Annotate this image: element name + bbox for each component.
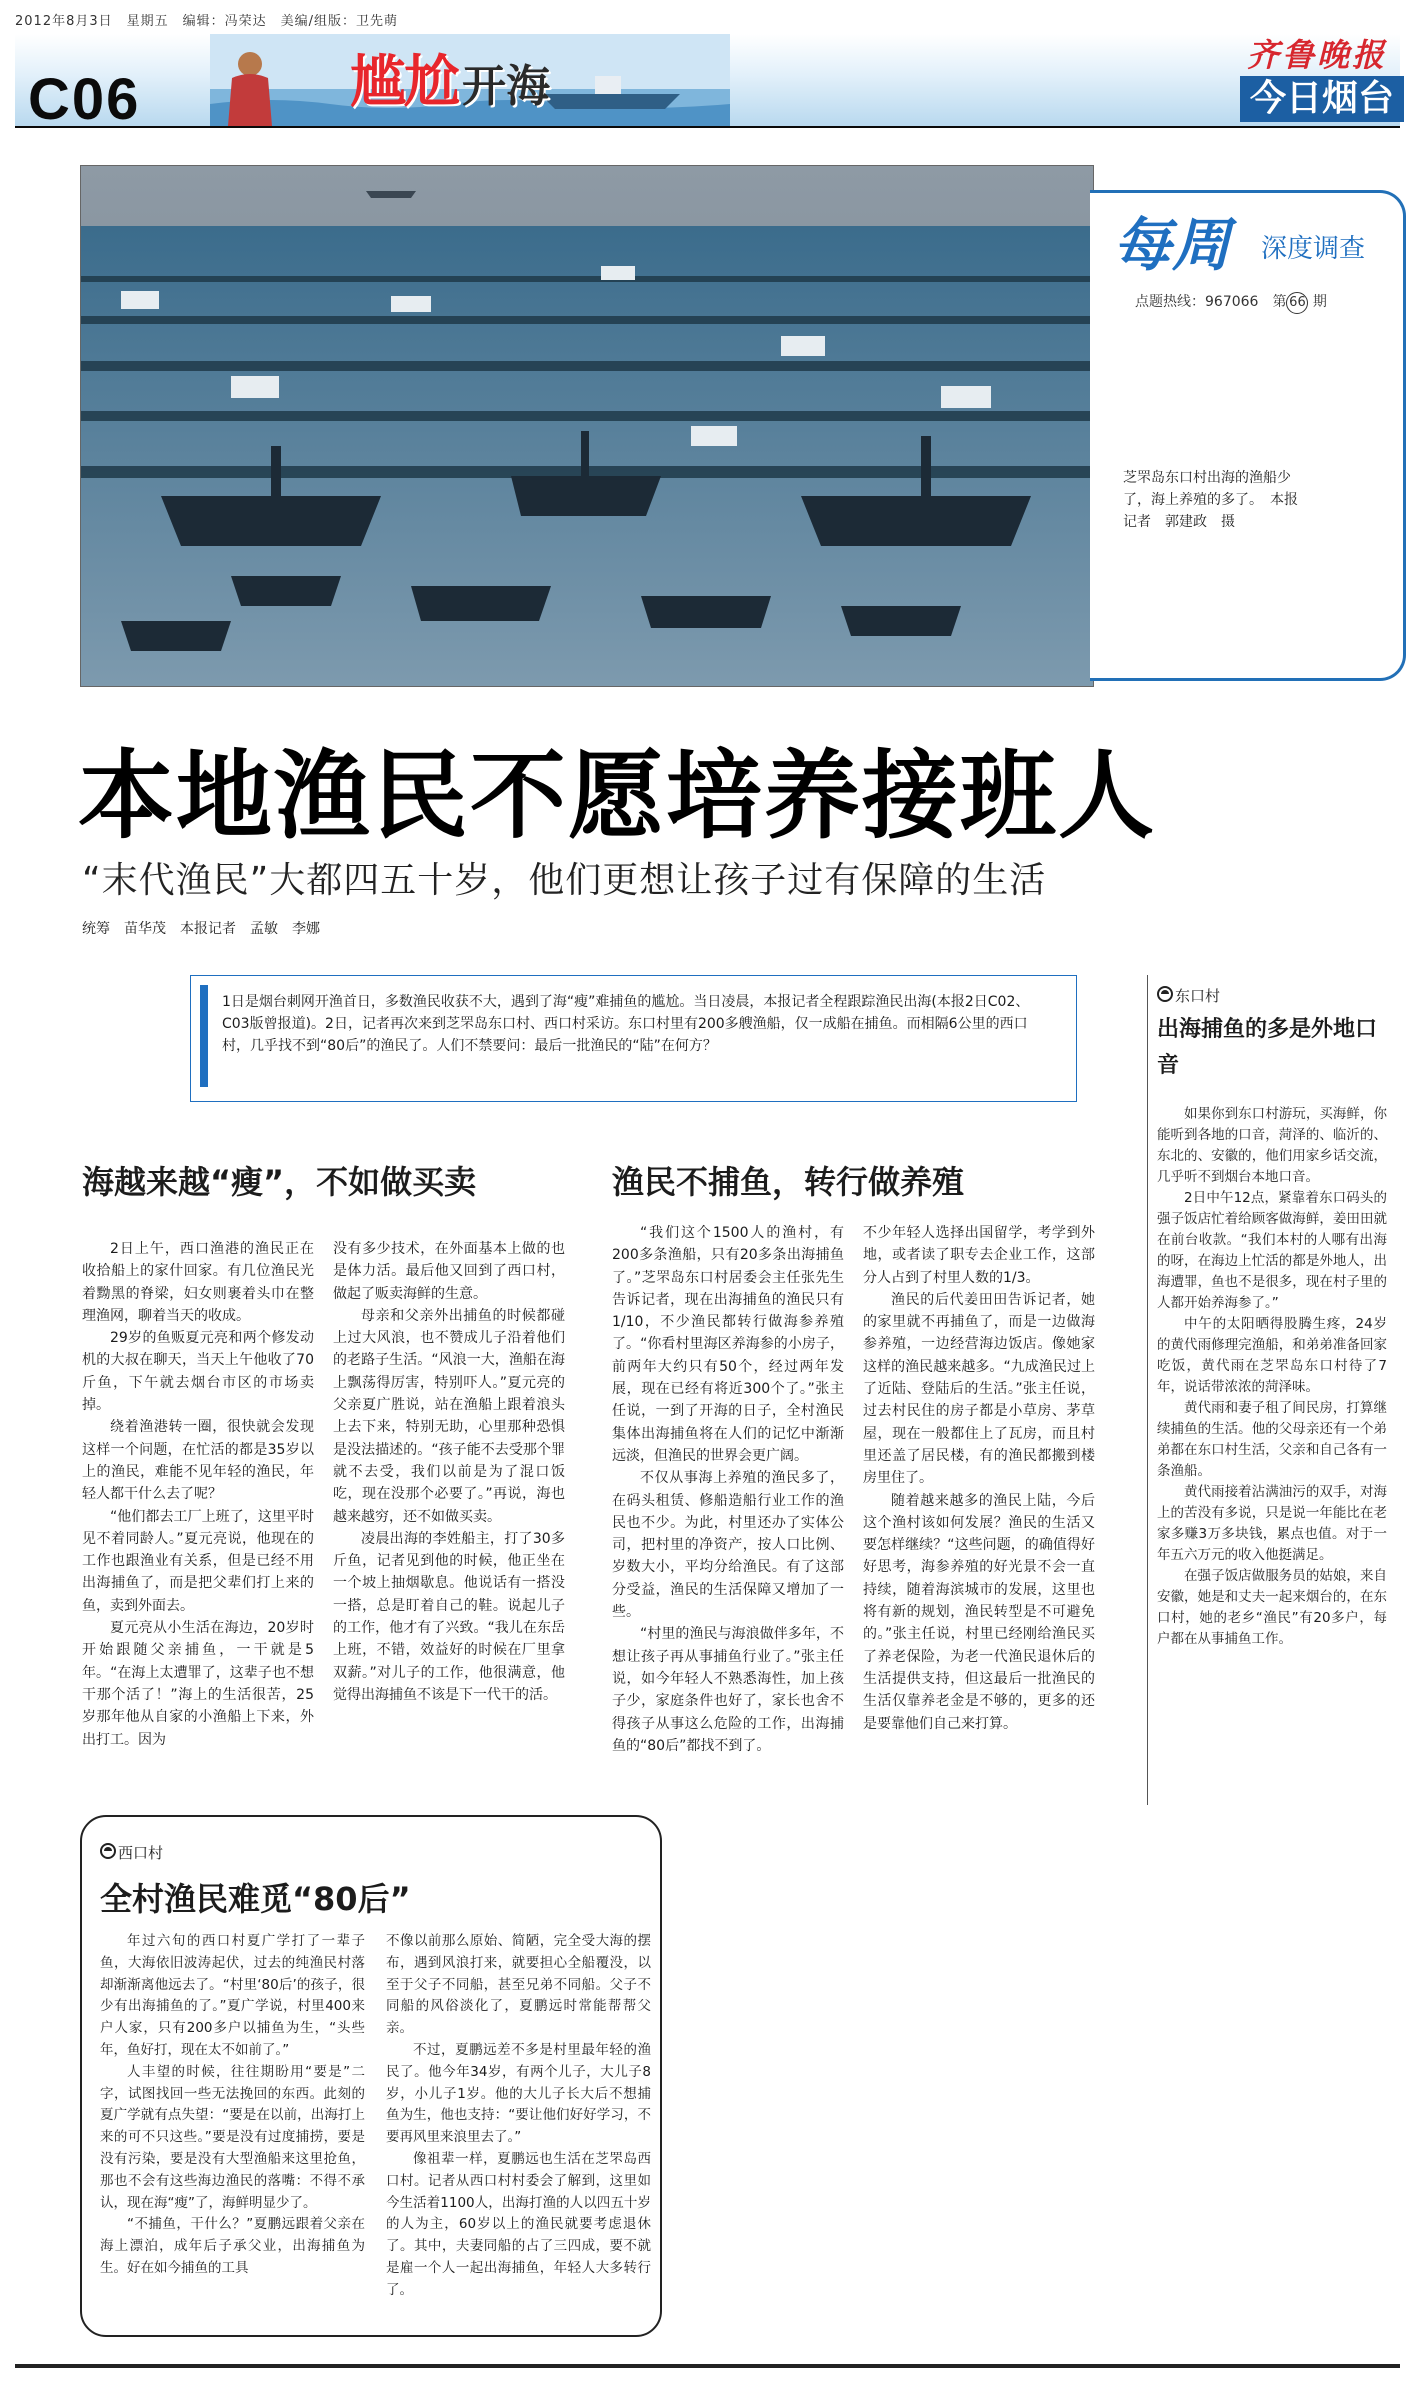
harbor-photo bbox=[80, 165, 1094, 687]
body-paragraph: 随着越来越多的渔民上陆，今后这个渔村该如何发展？渔民的生活又要怎样继续？“这些问题，的确值得好好思考，海参养殖的好光景不会一直持续，随着海滨城市的发展，这里也将有新的规划，渔民转型是不可避免的。”张主任说，村里已经刚给渔民买了养老保险，为老一代渔民退休后的生活提供支持，但这最后一批渔民的生活仅靠养老金是不够的，更多的还是要靠他们自己来打算。 bbox=[863, 1492, 1095, 1732]
body-paragraph: “他们都去工厂上班了，这里平时见不着同龄人。”夏元亮说，他现在的工作也跟渔业有关系，但是已经不用出海捕鱼了，而是把父辈们打上来的鱼，卖到外面去。 bbox=[82, 1508, 314, 1614]
sidebar-label bbox=[1157, 985, 1387, 1006]
sidebar-paragraph: 如果你到东口村游玩，买海鲜，你能听到各地的口音，菏泽的、临沂的、东北的、安徽的，他们用家乡话交流，几乎听不到烟台本地口音。 bbox=[1157, 1106, 1387, 1185]
box-paragraph: 像祖辈一样，夏鹏远也生活在芝罘岛西口村。记者从西口村村委会了解到，这里如今生活着1100人，出海打渔的人以四五十岁的人为主，60岁以上的渔民就要考虑退休了。其中，夫妻同船的占了三四成，要不就是雇一个人一起出海捕鱼，年轻人大多转行了。 bbox=[386, 2150, 651, 2298]
box-paragraph: “不捕鱼，干什么？”夏鹏远跟着父亲在海上漂泊，成年后子承父业，出海捕鱼为生。好在如今捕鱼的工具 bbox=[100, 2216, 365, 2276]
section-title bbox=[350, 38, 550, 118]
body-paragraph: 没有多少技术，在外面基本上做的也是体力活。最后他又回到了西口村，做起了贩卖海鲜的生意。 bbox=[333, 1241, 565, 1302]
sidebar-paragraph: 在强子饭店做服务员的姑娘，来自安徽，她是和丈夫一起来烟台的，在东口村，她的老乡“渔民”有20多户，每户都在从事捕鱼工作。 bbox=[1157, 1568, 1387, 1647]
hotline-text: 点题热线：967066 第 bbox=[1135, 294, 1287, 310]
headline: 本地渔民不愿培养接班人 bbox=[78, 739, 1156, 852]
box-label bbox=[100, 1842, 163, 1863]
column-divider bbox=[1147, 975, 1148, 1805]
body-paragraph: 渔民的后代姜田田告诉记者，她的家里就不再捕鱼了，而是一边做海参养殖，一边经营海边饭店。像她家这样的渔民越来越多。“九成渔民过上了近陆、登陆后的生活。”张主任说，过去村民住的房子都是小草房、茅草屋，现在一般都住上了瓦房，而且村里还盖了居民楼，有的渔民都搬到楼房里住了。 bbox=[863, 1291, 1095, 1487]
page-code: C06 bbox=[28, 67, 141, 132]
section-title-main: 尴尬 bbox=[350, 50, 458, 115]
issue-number: 66 bbox=[1286, 292, 1308, 314]
weekly-subtitle: 深度调查 bbox=[1261, 234, 1366, 264]
box-paragraph: 不像以前那么原始、简陋，完全受大海的摆布，遇到风浪打来，就要担心全船覆没，以至于父子不同船，甚至兄弟不同船。父子不同船的风俗淡化了，夏鹏远时常能帮帮父亲。 bbox=[386, 1933, 651, 2037]
body-column-4 bbox=[863, 1222, 1095, 1735]
byline: 统筹 苗华茂 本报记者 孟敏 李娜 bbox=[82, 921, 320, 937]
sidebar-paragraph: 黄代雨和妻子租了间民房，打算继续捕鱼的生活。他的父母亲还有一个弟弟都在东口村生活，父亲和自己各有一条渔船。 bbox=[1157, 1400, 1387, 1479]
body-paragraph: “村里的渔民与海浪做伴多年，不想让孩子再从事捕鱼行业了。”张主任说，如今年轻人不熟悉海性，加上孩子少，家庭条件也好了，家长也舍不得孩子从事这么危险的工作，出海捕鱼的“80后”都找不到了。 bbox=[612, 1626, 844, 1754]
sidebar-title: 出海捕鱼的多是外地口音 bbox=[1157, 1017, 1378, 1078]
edition-label: 今日烟台 bbox=[1240, 76, 1404, 122]
sidebar-body bbox=[1157, 1104, 1387, 1650]
sidebar-paragraph: 2日中午12点，紧靠着东口码头的强子饭店忙着给顾客做海鲜，姜田田就在前台收款。“我们本村的人哪有出海的呀，在海边上忙活的都是外地人，出海遭罪，鱼也不是很多，现在村子里的人都开始养海参了。” bbox=[1157, 1190, 1387, 1311]
section-subtitle-2: 渔民不捕鱼，转行做养殖 bbox=[612, 1163, 965, 1201]
body-paragraph: 不少年轻人选择出国留学，考学到外地，或者读了职专去企业工作，这部分人占到了村里人数的1/3。 bbox=[863, 1225, 1095, 1286]
body-paragraph: 不仅从事海上养殖的渔民多了，在码头租赁、修船造船行业工作的渔民也不少。为此，村里还办了实体公司，把村里的净资产，按人口比例、岁数大小，平均分给渔民。有了这部分受益，渔民的生活保障又增加了一些。 bbox=[612, 1470, 844, 1621]
section-subtitle-1: 海越来越“瘦”，不如做买卖 bbox=[82, 1163, 477, 1201]
issue-suffix: 期 bbox=[1312, 294, 1327, 310]
body-paragraph: 母亲和父亲外出捕鱼的时候都碰上过大风浪，也不赞成儿子沿着他们的老路子生活。“风浪一大，渔船在海上飘荡得厉害，特别吓人。”夏元亮的父亲夏广胜说，站在渔船上跟着浪头上去下来，特别无助，心里那种恐惧是没法描述的。“孩子能不去受那个罪就不去受，我们以前是为了混口饭吃，现在没那个必要了。”再说，海也越来越穷，还不如做买卖。 bbox=[333, 1307, 565, 1525]
photo-caption: 芝罘岛东口村出海的渔船少了，海上养殖的多了。 本报记者 郭建政 摄 bbox=[1123, 470, 1298, 530]
body-column-1 bbox=[82, 1238, 314, 1751]
subheadline: “末代渔民”大都四五十岁，他们更想让孩子过有保障的生活 bbox=[82, 860, 1047, 901]
newspaper-masthead: 齐鲁晚报 bbox=[1247, 36, 1388, 74]
body-paragraph: 凌晨出海的李姓船主，打了30多斤鱼，记者见到他的时候，他正坐在一个坡上抽烟歇息。他说话有一搭没一搭，总是盯着自己的鞋。说起儿子的工作，他才有了兴致。“我儿在东岳上班，不错，效益好的时候在厂里拿双薪。”对儿子的工作，他很满意，他觉得出海捕鱼不该是下一代干的活。 bbox=[333, 1530, 565, 1703]
body-column-3 bbox=[612, 1222, 844, 1757]
box-label-text: 西口村 bbox=[118, 1844, 164, 1862]
sidebar-label-text: 东口村 bbox=[1175, 987, 1221, 1005]
box-paragraph: 人丰望的时候，往往期盼用“要是”二字，试图找回一些无法挽回的东西。此刻的夏广学就有点失望：“要是在以前，出海打上来的可不只这些。”要是没有过度捕捞，要是没有污染，要是没有大型渔船来这里抢鱼，那也不会有这些海边渔民的落嘴：不得不承认，现在海“瘦”了，海鲜明显少了。 bbox=[100, 2063, 365, 2211]
lead-paragraph: 1日是烟台刺网开渔首日，多数渔民收获不大，遇到了海“瘦”难捕鱼的尴尬。当日凌晨，本报记者全程跟踪渔民出海(本报2日C02、C03版曾报道)。2日，记者再次来到芝罘岛东口村、西口村采访。东口村里有200多艘渔船，仅一成船在捕鱼。而相隔6公里的西口村，几乎找不到“80后”的渔民了。人们不禁要问：最后一批渔民的“陆”在何方？ bbox=[200, 985, 1055, 1087]
location-icon bbox=[100, 1843, 116, 1859]
box-column-2 bbox=[386, 1931, 651, 2302]
box-title: 全村渔民难觅“80后” bbox=[100, 1880, 411, 1918]
body-paragraph: 29岁的鱼贩夏元亮和两个修发动机的大叔在聊天，当天上午他收了70斤鱼，下午就去烟台市区的市场卖掉。 bbox=[82, 1330, 314, 1414]
body-paragraph: “我们这个1500人的渔村，有200多条渔船，只有20多条出海捕鱼了。”芝罘岛东口村居委会主任张先生告诉记者，现在出海捕鱼的渔民只有1/10，不少渔民都转行做海参养殖了。“你看村里海区养海参的小房子，前两年大约只有50个，经过两年发展，现在已经有将近300个了。”张主任说，一到了开海的日子，全村渔民集体出海捕鱼将在人们的记忆中渐渐远淡，但渔民的世界会更广阔。 bbox=[612, 1225, 844, 1464]
body-paragraph: 2日上午，西口渔港的渔民正在收拾船上的家什回家。有几位渔民光着黝黑的脊梁，妇女则裹着头巾在整理渔网，聊着当天的收成。 bbox=[82, 1241, 314, 1324]
bottom-rule bbox=[15, 2364, 1400, 2368]
box-column-1 bbox=[100, 1931, 365, 2280]
sidebar bbox=[1157, 985, 1387, 1650]
weekly-logo: 每周 bbox=[1113, 211, 1232, 279]
location-icon bbox=[1157, 986, 1173, 1002]
body-paragraph: 夏元亮从小生活在海边，20岁时开始跟随父亲捕鱼，一干就是5年。“在海上太遭罪了，这辈子也不想干那个活了！”海上的生活很苦，25岁那年他从自家的小渔船上下来，外出打工。因为 bbox=[82, 1620, 314, 1748]
section-title-sub: 开海 bbox=[462, 61, 550, 112]
body-paragraph: 绕着渔港转一圈，很快就会发现这样一个问题，在忙活的都是35岁以上的渔民，难能不见年轻的渔民，年轻人都干什么去了呢？ bbox=[82, 1419, 314, 1503]
issue-meta: 2012年8月3日 星期五 编辑：冯荣达 美编/组版：卫先萌 bbox=[15, 14, 399, 29]
box-paragraph: 不过，夏鹏远差不多是村里最年轻的渔民了。他今年34岁，有两个儿子，大儿子8岁，小儿子1岁。他的大儿子长大后不想捕鱼为生，他也支持：“要让他们好好学习，不要再风里来浪里去了。” bbox=[386, 2041, 651, 2146]
sidebar-paragraph: 中午的太阳晒得股腾生疼，24岁的黄代雨修理完渔船，和弟弟准备回家吃饭，黄代雨在芝罘岛东口村待了7年，说话带浓浓的菏泽味。 bbox=[1157, 1316, 1387, 1395]
hotline bbox=[1135, 291, 1327, 314]
body-column-2 bbox=[333, 1238, 565, 1706]
box-paragraph: 年过六旬的西口村夏广学打了一辈子鱼，大海依旧波涛起伏，过去的纯渔民村落却渐渐离他远去了。“村里‘80后’的孩子，很少有出海捕鱼的了。”夏广学说，村里400来户人家，只有200多户以捕鱼为生，“头些年，鱼好打，现在太不如前了。” bbox=[100, 1933, 365, 2058]
sidebar-paragraph: 黄代雨接着沾满油污的双手，对海上的苦没有多说，只是说一年能比在老家多赚3万多块钱，累点也值。对于一年五六万元的收入他挺满足。 bbox=[1157, 1484, 1387, 1563]
